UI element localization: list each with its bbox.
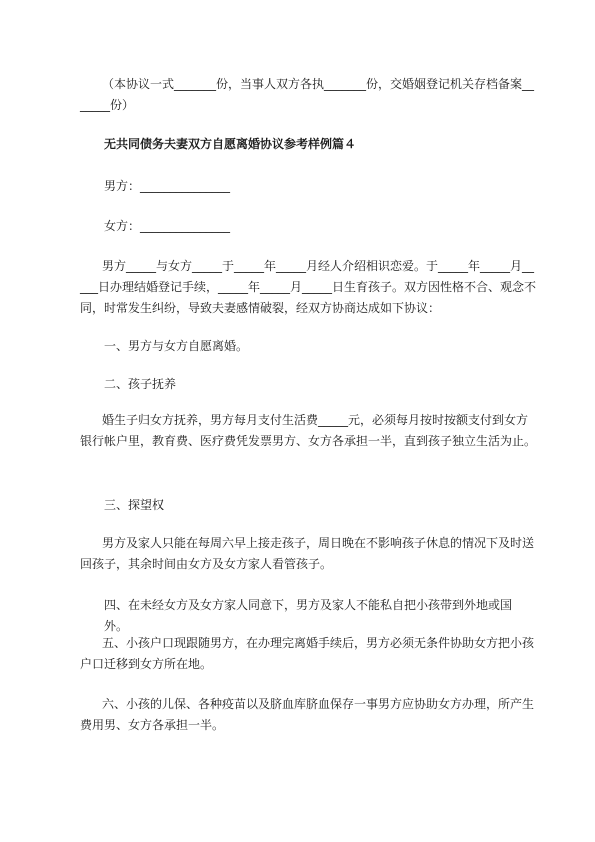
document-title: 无共同债务夫妻双方自愿离婚协议参考样例篇４ (104, 137, 357, 151)
wife-field: 女方：_______________ (104, 219, 231, 233)
clause-1: 一、男方与女方自愿离婚。 (104, 339, 249, 353)
copies-note: （本协议一式_______份，当事人双方各执_______份，交婚姻登记机关存档备案_______份） (80, 77, 535, 112)
clause-4: 四、在未经女方及女方家人同意下，男方及家人不能私自把小孩带到外地或国外。 (104, 598, 513, 633)
clause-3-heading: 三、探望权 (104, 498, 165, 512)
clause-3-body: 男方及家人只能在每周六早上接走孩子，周日晚在不影响孩子休息的情况下及时送回孩子，其余时间由女方及女方家人看管孩子。 (80, 536, 535, 571)
clause-2-heading: 二、孩子抚养 (104, 377, 177, 391)
clause-6: 六、小孩的儿保、各种疫苗以及脐血库脐血保存一事男方应协助女方办理，所产生费用男、女方各承担一半。 (80, 697, 535, 732)
clause-5: 五、小孩户口现跟随男方，在办理完离婚手续后，男方必须无条件协助女方把小孩户口迁移到女方所在地。 (80, 636, 535, 671)
intro-paragraph: 男方_____与女方_____于_____年_____月经人介绍相识恋爱。于_____年_____月_____日办理结婚登记手续，_____年_____月_____日生育孩子。双方因性格不合、观念不同，时常发生纠纷，导致夫妻感情破裂，经双方协商达成如下协议： (80, 259, 537, 315)
clause-2-body: 婚生子归女方抚养，男方每月支付生活费_____元，必须每月按时按额支付到女方银行帐户里，教育费、医疗费凭发票男方、女方各承担一半，直到孩子独立生活为止。 (80, 413, 537, 448)
husband-field: 男方：_______________ (104, 179, 231, 193)
